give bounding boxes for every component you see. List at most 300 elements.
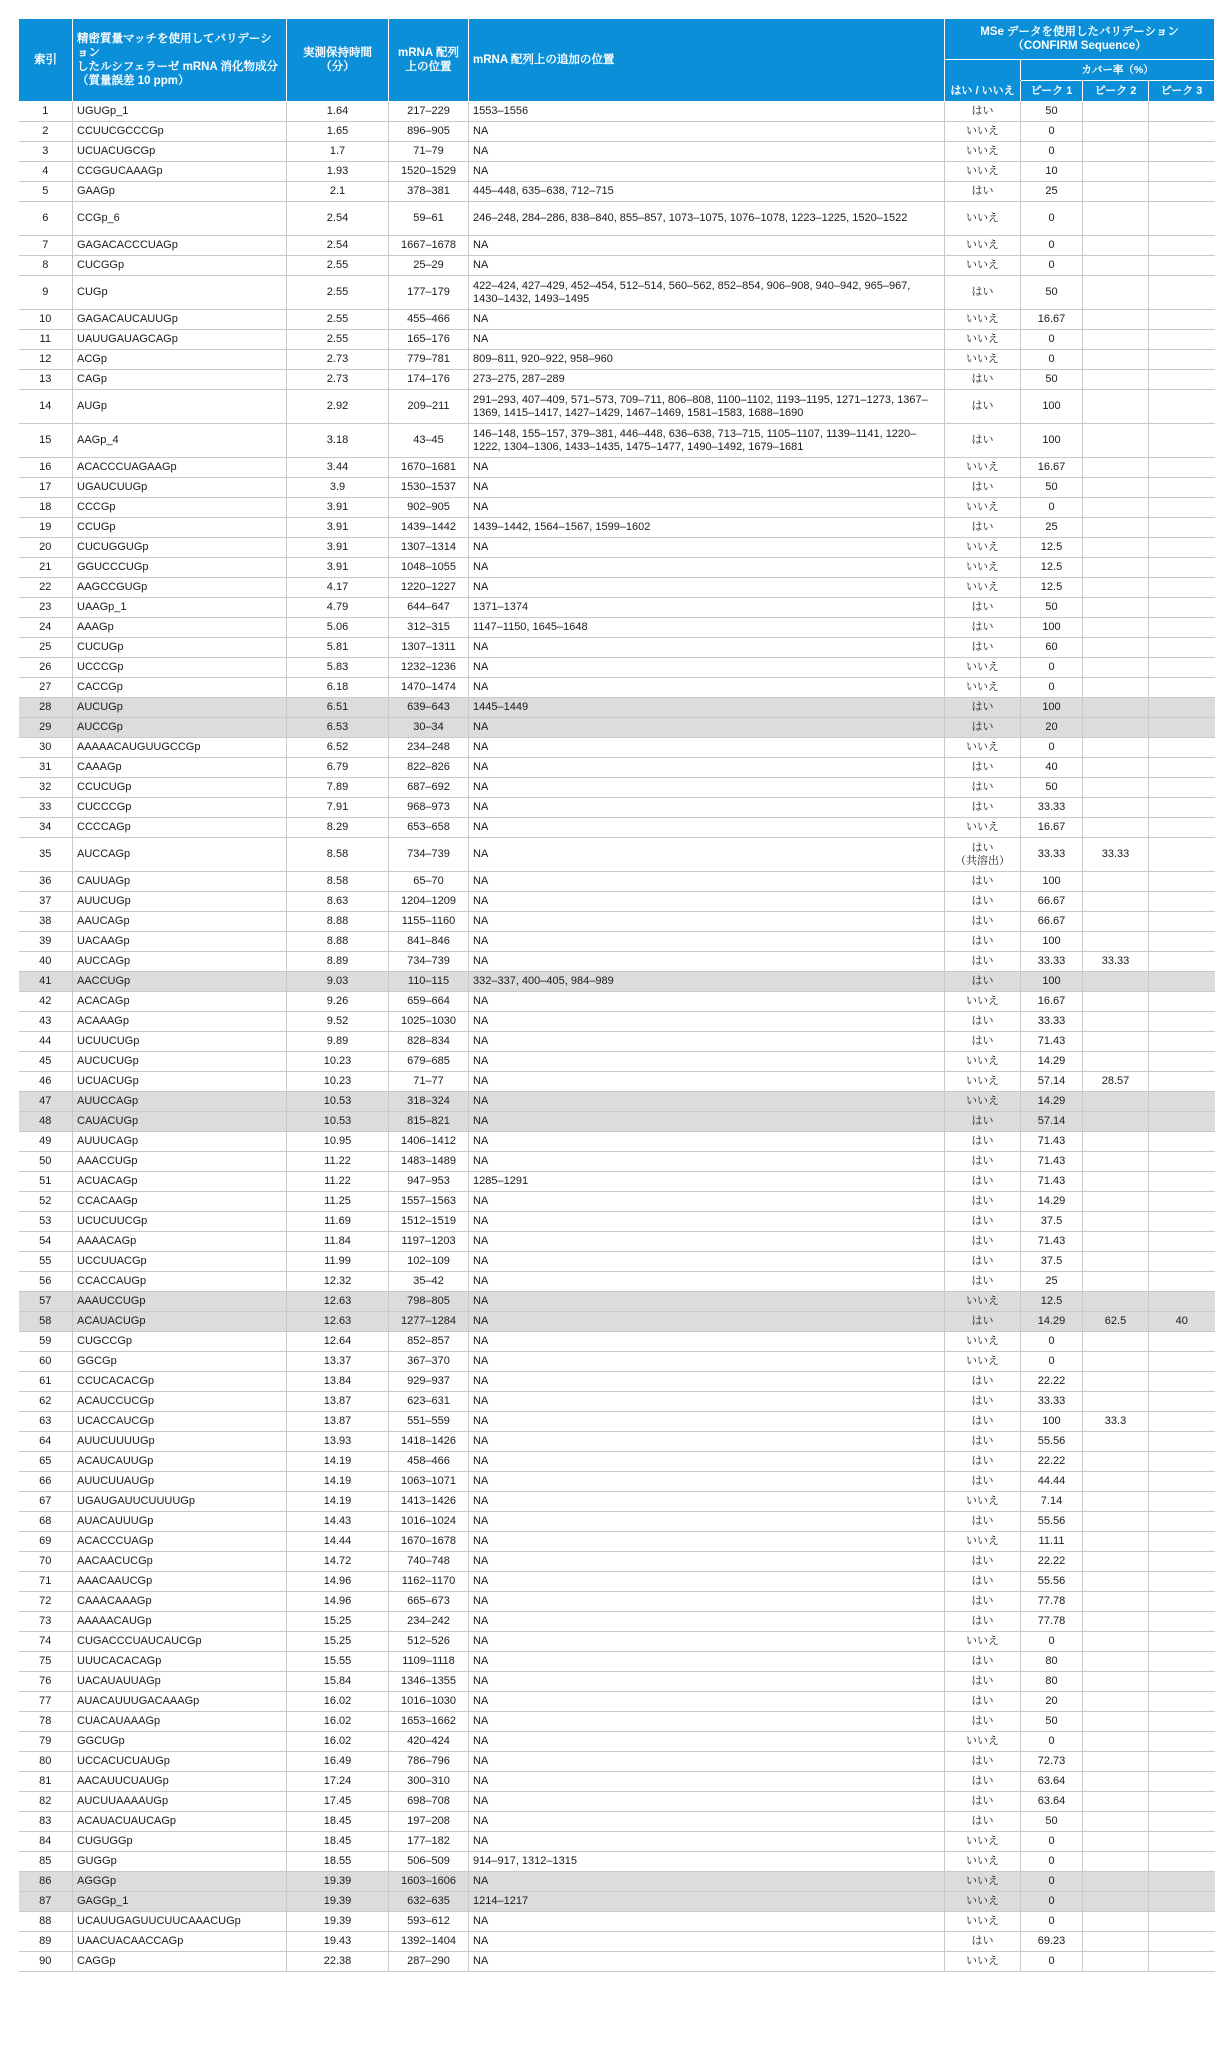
cell-peak1: 40	[1021, 758, 1083, 778]
table-row	[19, 1212, 1215, 1232]
cell-yes-no: いいえ	[945, 1292, 1021, 1312]
cell-index: 72	[19, 1592, 73, 1612]
cell-sequence: AGGGp	[73, 1872, 287, 1892]
cell-position: 1232–1236	[389, 658, 469, 678]
cell-index: 18	[19, 498, 73, 518]
cell-yes-no: はい	[945, 1432, 1021, 1452]
cell-peak3	[1149, 798, 1215, 818]
cell-sequence: CUGCCGp	[73, 1332, 287, 1352]
cell-peak2	[1083, 1272, 1149, 1292]
cell-retention-time: 3.91	[287, 498, 389, 518]
cell-additional-positions: NA	[469, 1432, 945, 1452]
cell-position: 1470–1474	[389, 678, 469, 698]
cell-index: 27	[19, 678, 73, 698]
cell-peak2	[1083, 758, 1149, 778]
cell-additional-positions: NA	[469, 1392, 945, 1412]
cell-index: 39	[19, 932, 73, 952]
cell-peak1: 0	[1021, 1852, 1083, 1872]
cell-additional-positions: NA	[469, 1952, 945, 1972]
cell-peak2	[1083, 1012, 1149, 1032]
cell-position: 506–509	[389, 1852, 469, 1872]
table-row	[19, 1232, 1215, 1252]
cell-peak2	[1083, 1612, 1149, 1632]
cell-additional-positions: NA	[469, 1312, 945, 1332]
cell-peak2	[1083, 1392, 1149, 1412]
cell-additional-positions: NA	[469, 778, 945, 798]
cell-peak3	[1149, 1532, 1215, 1552]
cell-index: 3	[19, 142, 73, 162]
cell-peak1: 71.43	[1021, 1132, 1083, 1152]
cell-peak3	[1149, 122, 1215, 142]
cell-peak3	[1149, 952, 1215, 972]
cell-retention-time: 13.87	[287, 1412, 389, 1432]
cell-peak2	[1083, 1452, 1149, 1472]
cell-position: 1483–1489	[389, 1152, 469, 1172]
cell-yes-no: はい	[945, 1572, 1021, 1592]
cell-yes-no: いいえ	[945, 1352, 1021, 1372]
table-row	[19, 518, 1215, 538]
cell-peak3	[1149, 1932, 1215, 1952]
cell-index: 17	[19, 478, 73, 498]
cell-yes-no: いいえ	[945, 142, 1021, 162]
cell-position: 659–664	[389, 992, 469, 1012]
cell-additional-positions: NA	[469, 1872, 945, 1892]
cell-additional-positions: NA	[469, 738, 945, 758]
cell-index: 15	[19, 424, 73, 458]
cell-additional-positions: NA	[469, 1932, 945, 1952]
cell-index: 73	[19, 1612, 73, 1632]
cell-position: 455–466	[389, 310, 469, 330]
cell-sequence: GAGGp_1	[73, 1892, 287, 1912]
cell-sequence: ACUACAGp	[73, 1172, 287, 1192]
cell-position: 1603–1606	[389, 1872, 469, 1892]
table-row	[19, 798, 1215, 818]
cell-sequence: AUUUCAGp	[73, 1132, 287, 1152]
cell-peak3	[1149, 458, 1215, 478]
cell-peak2	[1083, 350, 1149, 370]
cell-peak3	[1149, 778, 1215, 798]
cell-peak1: 25	[1021, 182, 1083, 202]
cell-peak1: 100	[1021, 698, 1083, 718]
cell-index: 75	[19, 1652, 73, 1672]
cell-sequence: UACAAGp	[73, 932, 287, 952]
cell-retention-time: 13.93	[287, 1432, 389, 1452]
cell-yes-no: はい	[945, 618, 1021, 638]
table-row	[19, 202, 1215, 236]
cell-peak2	[1083, 1472, 1149, 1492]
cell-peak3	[1149, 598, 1215, 618]
cell-peak1: 63.64	[1021, 1772, 1083, 1792]
table-row	[19, 310, 1215, 330]
header-position	[389, 19, 469, 102]
cell-peak3	[1149, 102, 1215, 122]
cell-yes-no: はい	[945, 912, 1021, 932]
cell-yes-no: はい	[945, 1112, 1021, 1132]
cell-retention-time: 8.58	[287, 872, 389, 892]
cell-additional-positions: 1285–1291	[469, 1172, 945, 1192]
cell-yes-no: はい	[945, 1712, 1021, 1732]
cell-retention-time: 11.69	[287, 1212, 389, 1232]
cell-peak3	[1149, 1952, 1215, 1972]
cell-additional-positions: NA	[469, 1052, 945, 1072]
cell-peak3	[1149, 1492, 1215, 1512]
cell-retention-time: 1.93	[287, 162, 389, 182]
cell-additional-positions: NA	[469, 330, 945, 350]
cell-peak2	[1083, 1192, 1149, 1212]
cell-peak1: 71.43	[1021, 1032, 1083, 1052]
table-row	[19, 1612, 1215, 1632]
cell-yes-no: いいえ	[945, 818, 1021, 838]
cell-position: 177–182	[389, 1832, 469, 1852]
cell-yes-no: はい	[945, 598, 1021, 618]
cell-index: 36	[19, 872, 73, 892]
cell-index: 32	[19, 778, 73, 798]
cell-peak2	[1083, 1832, 1149, 1852]
cell-peak2	[1083, 310, 1149, 330]
cell-peak1: 22.22	[1021, 1372, 1083, 1392]
cell-peak2	[1083, 1892, 1149, 1912]
cell-position: 318–324	[389, 1092, 469, 1112]
cell-sequence: CAAAGp	[73, 758, 287, 778]
header-coverage: カバー率（%）	[1021, 60, 1215, 81]
cell-peak3	[1149, 1912, 1215, 1932]
cell-position: 512–526	[389, 1632, 469, 1652]
cell-index: 47	[19, 1092, 73, 1112]
cell-peak3	[1149, 1432, 1215, 1452]
cell-peak1: 0	[1021, 678, 1083, 698]
cell-retention-time: 6.52	[287, 738, 389, 758]
cell-sequence: UCCCGp	[73, 658, 287, 678]
cell-peak3	[1149, 1812, 1215, 1832]
cell-index: 24	[19, 618, 73, 638]
cell-peak3	[1149, 932, 1215, 952]
cell-position: 734–739	[389, 838, 469, 872]
cell-yes-no: はい	[945, 1792, 1021, 1812]
cell-index: 21	[19, 558, 73, 578]
table-row	[19, 1872, 1215, 1892]
cell-peak3	[1149, 370, 1215, 390]
cell-peak1: 33.33	[1021, 798, 1083, 818]
cell-retention-time: 11.84	[287, 1232, 389, 1252]
cell-yes-no: いいえ	[945, 1632, 1021, 1652]
cell-additional-positions: NA	[469, 1192, 945, 1212]
cell-peak3	[1149, 1372, 1215, 1392]
cell-additional-positions: NA	[469, 1332, 945, 1352]
cell-peak3	[1149, 558, 1215, 578]
cell-yes-no: いいえ	[945, 1832, 1021, 1852]
table-row	[19, 1012, 1215, 1032]
cell-position: 197–208	[389, 1812, 469, 1832]
cell-retention-time: 8.88	[287, 912, 389, 932]
cell-position: 65–70	[389, 872, 469, 892]
cell-peak2	[1083, 478, 1149, 498]
cell-index: 13	[19, 370, 73, 390]
cell-yes-no: はい	[945, 1512, 1021, 1532]
cell-position: 367–370	[389, 1352, 469, 1372]
cell-peak1: 14.29	[1021, 1192, 1083, 1212]
cell-peak2	[1083, 1752, 1149, 1772]
header-yes-no: はい / いいえ	[945, 81, 1021, 102]
cell-yes-no: はい	[945, 276, 1021, 310]
cell-yes-no: はい	[945, 972, 1021, 992]
cell-retention-time: 8.63	[287, 892, 389, 912]
cell-additional-positions: NA	[469, 952, 945, 972]
cell-sequence: AACAUUCUAUGp	[73, 1772, 287, 1792]
cell-yes-no: いいえ	[945, 162, 1021, 182]
cell-position: 35–42	[389, 1272, 469, 1292]
cell-index: 57	[19, 1292, 73, 1312]
cell-sequence: UGAUCUUGp	[73, 478, 287, 498]
cell-index: 26	[19, 658, 73, 678]
cell-index: 8	[19, 256, 73, 276]
table-row	[19, 498, 1215, 518]
cell-peak1: 50	[1021, 778, 1083, 798]
cell-yes-no: はい	[945, 518, 1021, 538]
cell-retention-time: 3.91	[287, 518, 389, 538]
cell-retention-time: 12.63	[287, 1292, 389, 1312]
cell-additional-positions: NA	[469, 538, 945, 558]
cell-additional-positions: NA	[469, 1252, 945, 1272]
cell-position: 1155–1160	[389, 912, 469, 932]
cell-position: 1392–1404	[389, 1932, 469, 1952]
cell-peak2	[1083, 1332, 1149, 1352]
cell-peak3	[1149, 276, 1215, 310]
cell-yes-no: いいえ	[945, 498, 1021, 518]
cell-position: 665–673	[389, 1592, 469, 1612]
cell-peak1: 11.11	[1021, 1532, 1083, 1552]
cell-peak2: 28.57	[1083, 1072, 1149, 1092]
cell-position: 653–658	[389, 818, 469, 838]
cell-index: 54	[19, 1232, 73, 1252]
cell-yes-no: はい	[945, 952, 1021, 972]
cell-position: 1520–1529	[389, 162, 469, 182]
cell-position: 852–857	[389, 1332, 469, 1352]
cell-yes-no: はい	[945, 1652, 1021, 1672]
cell-peak1: 100	[1021, 932, 1083, 952]
table-row	[19, 478, 1215, 498]
cell-additional-positions: 1371–1374	[469, 598, 945, 618]
cell-peak2	[1083, 638, 1149, 658]
cell-peak3	[1149, 1252, 1215, 1272]
cell-additional-positions: 332–337, 400–405, 984–989	[469, 972, 945, 992]
cell-index: 43	[19, 1012, 73, 1032]
table-row	[19, 952, 1215, 972]
cell-peak1: 0	[1021, 1892, 1083, 1912]
cell-index: 84	[19, 1832, 73, 1852]
table-row	[19, 892, 1215, 912]
cell-index: 9	[19, 276, 73, 310]
cell-index: 90	[19, 1952, 73, 1972]
cell-peak3	[1149, 1292, 1215, 1312]
cell-sequence: CUGp	[73, 276, 287, 310]
cell-peak3	[1149, 1172, 1215, 1192]
table-row	[19, 1572, 1215, 1592]
cell-sequence: AAGp_4	[73, 424, 287, 458]
coelution-note: （共溶出）	[955, 854, 1010, 867]
cell-sequence: AAACAAUCGp	[73, 1572, 287, 1592]
cell-position: 110–115	[389, 972, 469, 992]
cell-yes-no: いいえ	[945, 1532, 1021, 1552]
cell-retention-time: 8.89	[287, 952, 389, 972]
table-row	[19, 1772, 1215, 1792]
table-row	[19, 1132, 1215, 1152]
cell-peak3	[1149, 538, 1215, 558]
cell-index: 35	[19, 838, 73, 872]
cell-peak1: 0	[1021, 1952, 1083, 1972]
cell-additional-positions: NA	[469, 1712, 945, 1732]
cell-peak2	[1083, 912, 1149, 932]
cell-index: 48	[19, 1112, 73, 1132]
cell-retention-time: 2.55	[287, 330, 389, 350]
cell-yes-no: はい	[945, 1212, 1021, 1232]
cell-sequence: AAAAACAUGp	[73, 1612, 287, 1632]
cell-sequence: CCUUCGCCCGp	[73, 122, 287, 142]
table-row	[19, 618, 1215, 638]
cell-additional-positions: NA	[469, 1912, 945, 1932]
cell-peak1: 25	[1021, 518, 1083, 538]
cell-retention-time: 14.19	[287, 1452, 389, 1472]
cell-index: 86	[19, 1872, 73, 1892]
cell-index: 81	[19, 1772, 73, 1792]
cell-peak1: 50	[1021, 370, 1083, 390]
cell-peak2	[1083, 1552, 1149, 1572]
cell-retention-time: 9.52	[287, 1012, 389, 1032]
cell-yes-no: いいえ	[945, 678, 1021, 698]
cell-index: 85	[19, 1852, 73, 1872]
cell-peak3	[1149, 1012, 1215, 1032]
cell-sequence: GAGACAUCAUUGp	[73, 310, 287, 330]
cell-index: 5	[19, 182, 73, 202]
table-row	[19, 1412, 1215, 1432]
cell-index: 25	[19, 638, 73, 658]
cell-peak2	[1083, 932, 1149, 952]
cell-peak2	[1083, 892, 1149, 912]
cell-peak1: 14.29	[1021, 1312, 1083, 1332]
cell-peak3	[1149, 1152, 1215, 1172]
cell-yes-no: はい	[945, 1452, 1021, 1472]
cell-index: 64	[19, 1432, 73, 1452]
cell-yes-no: はい	[945, 778, 1021, 798]
cell-position: 25–29	[389, 256, 469, 276]
cell-peak1: 100	[1021, 424, 1083, 458]
table-row	[19, 718, 1215, 738]
cell-retention-time: 11.25	[287, 1192, 389, 1212]
cell-position: 1406–1412	[389, 1132, 469, 1152]
cell-peak1: 14.29	[1021, 1092, 1083, 1112]
cell-position: 1670–1678	[389, 1532, 469, 1552]
cell-yes-no: はい	[945, 932, 1021, 952]
cell-peak1: 33.33	[1021, 1012, 1083, 1032]
cell-sequence: CCUGp	[73, 518, 287, 538]
cell-peak3	[1149, 1072, 1215, 1092]
cell-position: 1418–1426	[389, 1432, 469, 1452]
cell-yes-no: いいえ	[945, 1732, 1021, 1752]
cell-index: 59	[19, 1332, 73, 1352]
cell-peak3	[1149, 1632, 1215, 1652]
cell-peak1: 50	[1021, 1812, 1083, 1832]
cell-retention-time: 2.55	[287, 310, 389, 330]
table-row	[19, 992, 1215, 1012]
table-row	[19, 1632, 1215, 1652]
cell-additional-positions: NA	[469, 892, 945, 912]
cell-retention-time: 8.58	[287, 838, 389, 872]
cell-sequence: GGCUGp	[73, 1732, 287, 1752]
cell-position: 43–45	[389, 424, 469, 458]
table-row	[19, 698, 1215, 718]
cell-yes-no: はい	[945, 1312, 1021, 1332]
cell-position: 1025–1030	[389, 1012, 469, 1032]
cell-position: 312–315	[389, 618, 469, 638]
table-row	[19, 350, 1215, 370]
cell-sequence: CCCGp	[73, 498, 287, 518]
cell-peak1: 77.78	[1021, 1612, 1083, 1632]
validation-table	[18, 18, 1215, 1972]
cell-peak1: 0	[1021, 1352, 1083, 1372]
cell-peak3	[1149, 1272, 1215, 1292]
cell-yes-no: はい	[945, 102, 1021, 122]
cell-position: 740–748	[389, 1552, 469, 1572]
cell-peak2	[1083, 538, 1149, 558]
cell-retention-time: 16.49	[287, 1752, 389, 1772]
cell-peak2	[1083, 102, 1149, 122]
cell-position: 420–424	[389, 1732, 469, 1752]
cell-yes-no: いいえ	[945, 738, 1021, 758]
table-row	[19, 538, 1215, 558]
cell-additional-positions: NA	[469, 162, 945, 182]
cell-retention-time: 10.95	[287, 1132, 389, 1152]
table-row	[19, 424, 1215, 458]
table-row	[19, 932, 1215, 952]
cell-sequence: AACCUGp	[73, 972, 287, 992]
cell-yes-no: はい	[945, 1552, 1021, 1572]
cell-sequence: AUUCCAGp	[73, 1092, 287, 1112]
cell-peak1: 100	[1021, 618, 1083, 638]
cell-index: 40	[19, 952, 73, 972]
cell-position: 1346–1355	[389, 1672, 469, 1692]
cell-yes-no: いいえ	[945, 1912, 1021, 1932]
cell-peak2	[1083, 1912, 1149, 1932]
cell-peak3	[1149, 1732, 1215, 1752]
cell-yes-no: いいえ	[945, 1332, 1021, 1352]
cell-peak3	[1149, 1452, 1215, 1472]
table-row	[19, 370, 1215, 390]
cell-peak1: 20	[1021, 1692, 1083, 1712]
header-mse-line2: （CONFIRM Sequence）	[1012, 40, 1147, 52]
cell-peak2	[1083, 1252, 1149, 1272]
cell-additional-positions: NA	[469, 498, 945, 518]
cell-additional-positions: NA	[469, 558, 945, 578]
cell-position: 300–310	[389, 1772, 469, 1792]
cell-additional-positions: NA	[469, 932, 945, 952]
cell-sequence: UCUUCUGp	[73, 1032, 287, 1052]
cell-peak1: 37.5	[1021, 1212, 1083, 1232]
cell-yes-no: はい	[945, 1752, 1021, 1772]
cell-position: 947–953	[389, 1172, 469, 1192]
cell-retention-time: 2.54	[287, 236, 389, 256]
cell-peak1: 71.43	[1021, 1172, 1083, 1192]
cell-peak2: 62.5	[1083, 1312, 1149, 1332]
cell-retention-time: 1.64	[287, 102, 389, 122]
table-row	[19, 1052, 1215, 1072]
cell-yes-no: いいえ	[945, 1052, 1021, 1072]
cell-retention-time: 3.44	[287, 458, 389, 478]
cell-retention-time: 19.39	[287, 1912, 389, 1932]
cell-index: 20	[19, 538, 73, 558]
cell-sequence: CUGUGGp	[73, 1832, 287, 1852]
cell-peak2	[1083, 424, 1149, 458]
cell-position: 174–176	[389, 370, 469, 390]
cell-position: 1220–1227	[389, 578, 469, 598]
